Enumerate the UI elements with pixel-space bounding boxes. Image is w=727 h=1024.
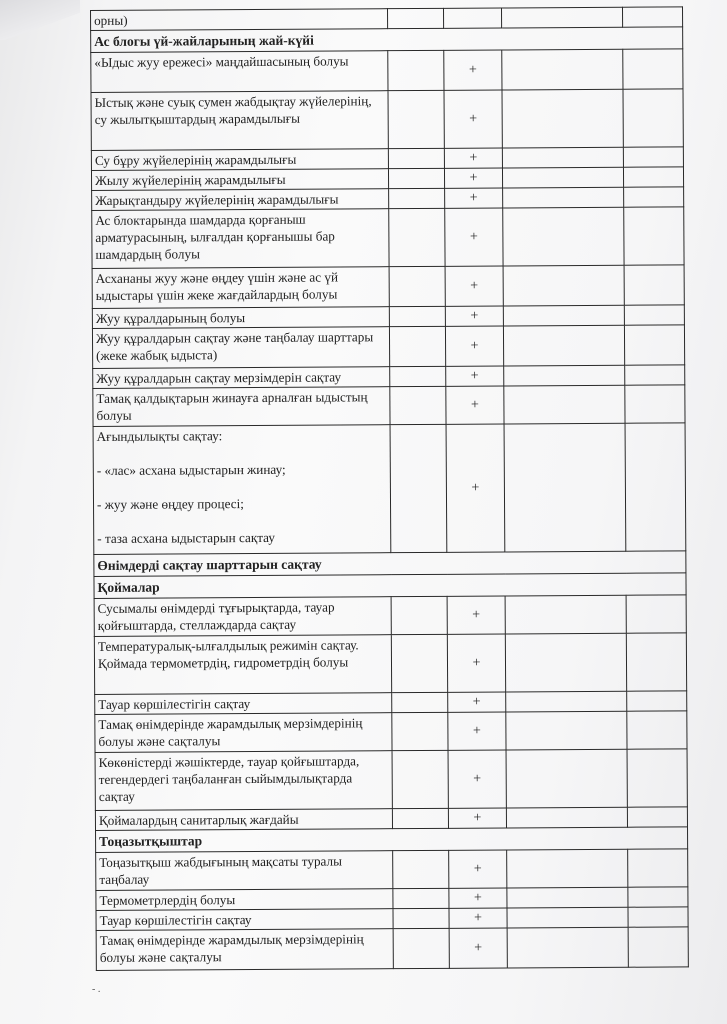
answer-cell-empty <box>507 849 628 888</box>
criterion-text: Ыстық және суық сумен жабдықтау жүйелерінің, су жылытқыштардың жарамдылығы <box>91 91 388 151</box>
answer-mark-cell: + <box>449 928 507 968</box>
answer-cell-empty <box>390 424 447 552</box>
criterion-text: Тамақ қалдықтарын жинауға арналған ыдыстың болуы <box>93 387 390 427</box>
table-row <box>93 423 686 555</box>
checklist-sheet <box>90 6 688 971</box>
checklist-table <box>90 6 689 971</box>
section-heading: Тоңазытқыштар <box>96 827 688 853</box>
answer-mark-cell: + <box>445 266 503 306</box>
answer-cell-empty <box>505 633 626 692</box>
answer-cell-empty <box>502 49 623 90</box>
answer-cell-empty <box>389 326 445 366</box>
answer-cell-empty <box>392 712 448 750</box>
table-row <box>92 325 684 369</box>
table-row <box>96 927 688 971</box>
criterion-text: Жарықтандыру жүйелерінің жарамдылығы <box>92 189 389 211</box>
answer-cell-empty <box>504 365 625 386</box>
answer-mark-cell: + <box>448 712 506 750</box>
criterion-text: Тамақ өнімдерінде жарамдылық мерзімдерінің болуы және сақталуы <box>95 713 392 753</box>
criterion-text: «Ыдыс жуу ережесі» маңдайшасының болуы <box>91 51 388 93</box>
table-row <box>95 749 687 811</box>
answer-cell-empty <box>393 928 449 968</box>
answer-cell-empty <box>393 888 449 908</box>
table-row <box>91 49 683 93</box>
answer-cell-empty <box>391 634 447 692</box>
answer-cell-empty <box>624 207 684 265</box>
answer-cell-empty <box>503 265 624 306</box>
criterion-line: Ағындылықты сақтау: <box>96 428 223 444</box>
answer-cell-empty <box>501 7 622 28</box>
answer-cell-empty <box>388 90 444 148</box>
answer-cell-empty <box>627 711 687 749</box>
criterion-text: Жуу құралдарының болуы <box>92 307 389 329</box>
answer-cell-empty <box>624 325 684 365</box>
answer-mark-cell: + <box>445 306 503 326</box>
answer-cell-empty <box>392 750 448 808</box>
table-row <box>94 595 686 637</box>
answer-cell-empty <box>626 595 686 633</box>
answer-cell-empty <box>503 325 624 366</box>
answer-cell-empty <box>624 187 684 207</box>
criterion-text: Ас блоктарында шамдарда қорғаныш арматурасының, ылғалдан қорғанышы бар шамдардың болуы <box>92 209 389 269</box>
answer-mark-cell: + <box>449 850 507 888</box>
answer-mark-cell: + <box>446 424 505 552</box>
criterion-text: Су бұру жүйелерінің жарамдылығы <box>91 149 388 171</box>
answer-cell-empty <box>624 265 684 305</box>
answer-cell-empty <box>392 692 448 712</box>
answer-cell-empty <box>389 208 445 266</box>
answer-cell-empty <box>506 807 627 828</box>
answer-cell-empty <box>627 691 687 711</box>
table-row <box>96 849 688 891</box>
answer-cell-empty <box>628 849 688 887</box>
answer-cell-empty <box>628 907 688 927</box>
line-gap <box>97 443 387 462</box>
criterion-text: Қоймалардың санитарлық жағдайы <box>95 809 392 831</box>
criterion-text: Сусымалы өнімдерді тұғырықтарда, тауар қойғыштарда, стеллаждарда сақтау <box>94 597 391 637</box>
answer-cell-empty <box>507 907 628 928</box>
answer-cell-empty <box>387 8 443 28</box>
answer-cell-empty <box>393 850 449 888</box>
answer-cell-empty <box>502 167 623 188</box>
table-row <box>92 207 684 269</box>
answer-mark-cell: + <box>444 90 502 148</box>
answer-cell-empty <box>504 385 625 424</box>
answer-cell-empty <box>503 305 624 326</box>
section-heading: Ас блогы үй-жайларының жай-күйі <box>91 27 683 53</box>
answer-cell-empty <box>502 147 623 168</box>
answer-mark-cell: + <box>445 208 503 266</box>
table-row <box>95 711 687 753</box>
criterion-line: - таза асхана ыдыстарын сақтау <box>97 529 275 546</box>
table-row <box>92 265 684 309</box>
table-row <box>94 633 686 695</box>
answer-mark-cell: + <box>448 808 506 828</box>
answer-mark-cell: + <box>444 168 502 188</box>
page-mark: - . <box>92 984 101 995</box>
criterion-text: Тауар көршілестігін сақтау <box>96 909 393 931</box>
answer-cell-empty <box>390 366 446 386</box>
answer-cell-empty <box>389 306 445 326</box>
answer-cell-empty <box>389 266 445 306</box>
answer-mark-cell: + <box>447 634 505 692</box>
answer-cell-empty <box>623 49 683 89</box>
answer-cell-empty <box>504 423 626 552</box>
answer-cell-empty <box>625 365 685 385</box>
criterion-text: Жуу құралдарын сақтау мерзімдерін сақтау <box>93 367 390 389</box>
answer-cell-empty <box>625 385 685 423</box>
answer-cell-empty <box>623 167 683 187</box>
line-gap <box>97 511 387 530</box>
criterion-text: Тамақ өнімдерінде жарамдылық мерзімдерінің болуы және сақталуы <box>96 929 393 971</box>
line-gap <box>97 477 387 496</box>
folded-corner-shadow <box>0 0 80 40</box>
answer-mark-cell: + <box>448 692 506 712</box>
answer-mark-cell: + <box>444 148 502 168</box>
criterion-text: Тауар көршілестігін сақтау <box>95 693 392 715</box>
answer-cell-empty <box>507 927 628 968</box>
answer-cell-empty <box>388 50 444 90</box>
table-row <box>93 385 685 427</box>
criterion-text: Көкөністерді жәшіктерде, тауар қойғыштарда, тегендердегі таңбаланған сыйымдылықтарда сақтау <box>95 751 392 811</box>
answer-cell-empty <box>627 749 687 807</box>
answer-cell-empty <box>388 168 444 188</box>
criterion-text: Тоңазытқыш жабдығының мақсаты туралы таңбалау <box>96 851 393 891</box>
answer-mark-cell <box>443 8 501 28</box>
answer-cell-empty <box>623 89 683 147</box>
answer-cell-empty <box>627 807 687 827</box>
answer-cell-empty <box>390 386 446 424</box>
answer-cell-empty <box>506 749 627 808</box>
section-heading: Қоймалар <box>94 573 686 599</box>
answer-mark-cell: + <box>444 50 502 90</box>
criterion-line: - «лас» асхана ыдыстарын жинау; <box>96 461 286 478</box>
answer-mark-cell: + <box>448 750 506 808</box>
answer-cell-empty <box>392 808 448 828</box>
answer-mark-cell: + <box>446 386 504 424</box>
answer-cell-empty <box>625 423 686 551</box>
answer-cell-empty <box>503 187 624 208</box>
answer-cell-empty <box>505 595 626 634</box>
section-heading: Өнімдерді сақтау шарттарын сақтау <box>94 551 686 577</box>
answer-cell-empty <box>391 596 447 634</box>
answer-cell-empty <box>623 147 683 167</box>
answer-mark-cell: + <box>445 326 503 366</box>
answer-cell-empty <box>502 89 623 148</box>
answer-cell-empty <box>507 887 628 908</box>
answer-cell-empty <box>506 711 627 750</box>
criterion-text: орны) <box>91 9 388 31</box>
answer-cell-empty <box>628 887 688 907</box>
criterion-text: Асхананы жуу және өңдеу үшін және ас үй ыдыстары үшін жеке жағдайлардың болуы <box>92 267 389 309</box>
answer-cell-empty <box>388 148 444 168</box>
answer-mark-cell: + <box>445 188 503 208</box>
answer-cell-empty <box>626 633 686 691</box>
answer-cell-empty <box>389 188 445 208</box>
answer-mark-cell: + <box>449 908 507 928</box>
criterion-text <box>93 425 391 555</box>
answer-cell-empty <box>628 927 688 967</box>
criterion-text: Жуу құралдарын сақтау және таңбалау шарттары (жеке жабық ыдыста) <box>92 327 389 369</box>
criterion-text: Температуралық-ылғалдылық режимін сақтау. Қоймада термометрдің, гидрометрдің болуы <box>94 635 391 695</box>
table-row <box>91 89 683 151</box>
answer-cell-empty <box>503 207 624 266</box>
answer-cell-empty <box>622 7 682 27</box>
answer-mark-cell: + <box>446 366 504 386</box>
answer-mark-cell: + <box>449 888 507 908</box>
criterion-text: Термометрлердің болуы <box>96 889 393 911</box>
criterion-line: - жуу және өңдеу процесі; <box>96 496 244 512</box>
answer-cell-empty <box>506 691 627 712</box>
answer-cell-empty <box>624 305 684 325</box>
criterion-text: Жылу жүйелерінің жарамдылығы <box>91 169 388 191</box>
answer-cell-empty <box>393 908 449 928</box>
answer-mark-cell: + <box>447 596 505 634</box>
